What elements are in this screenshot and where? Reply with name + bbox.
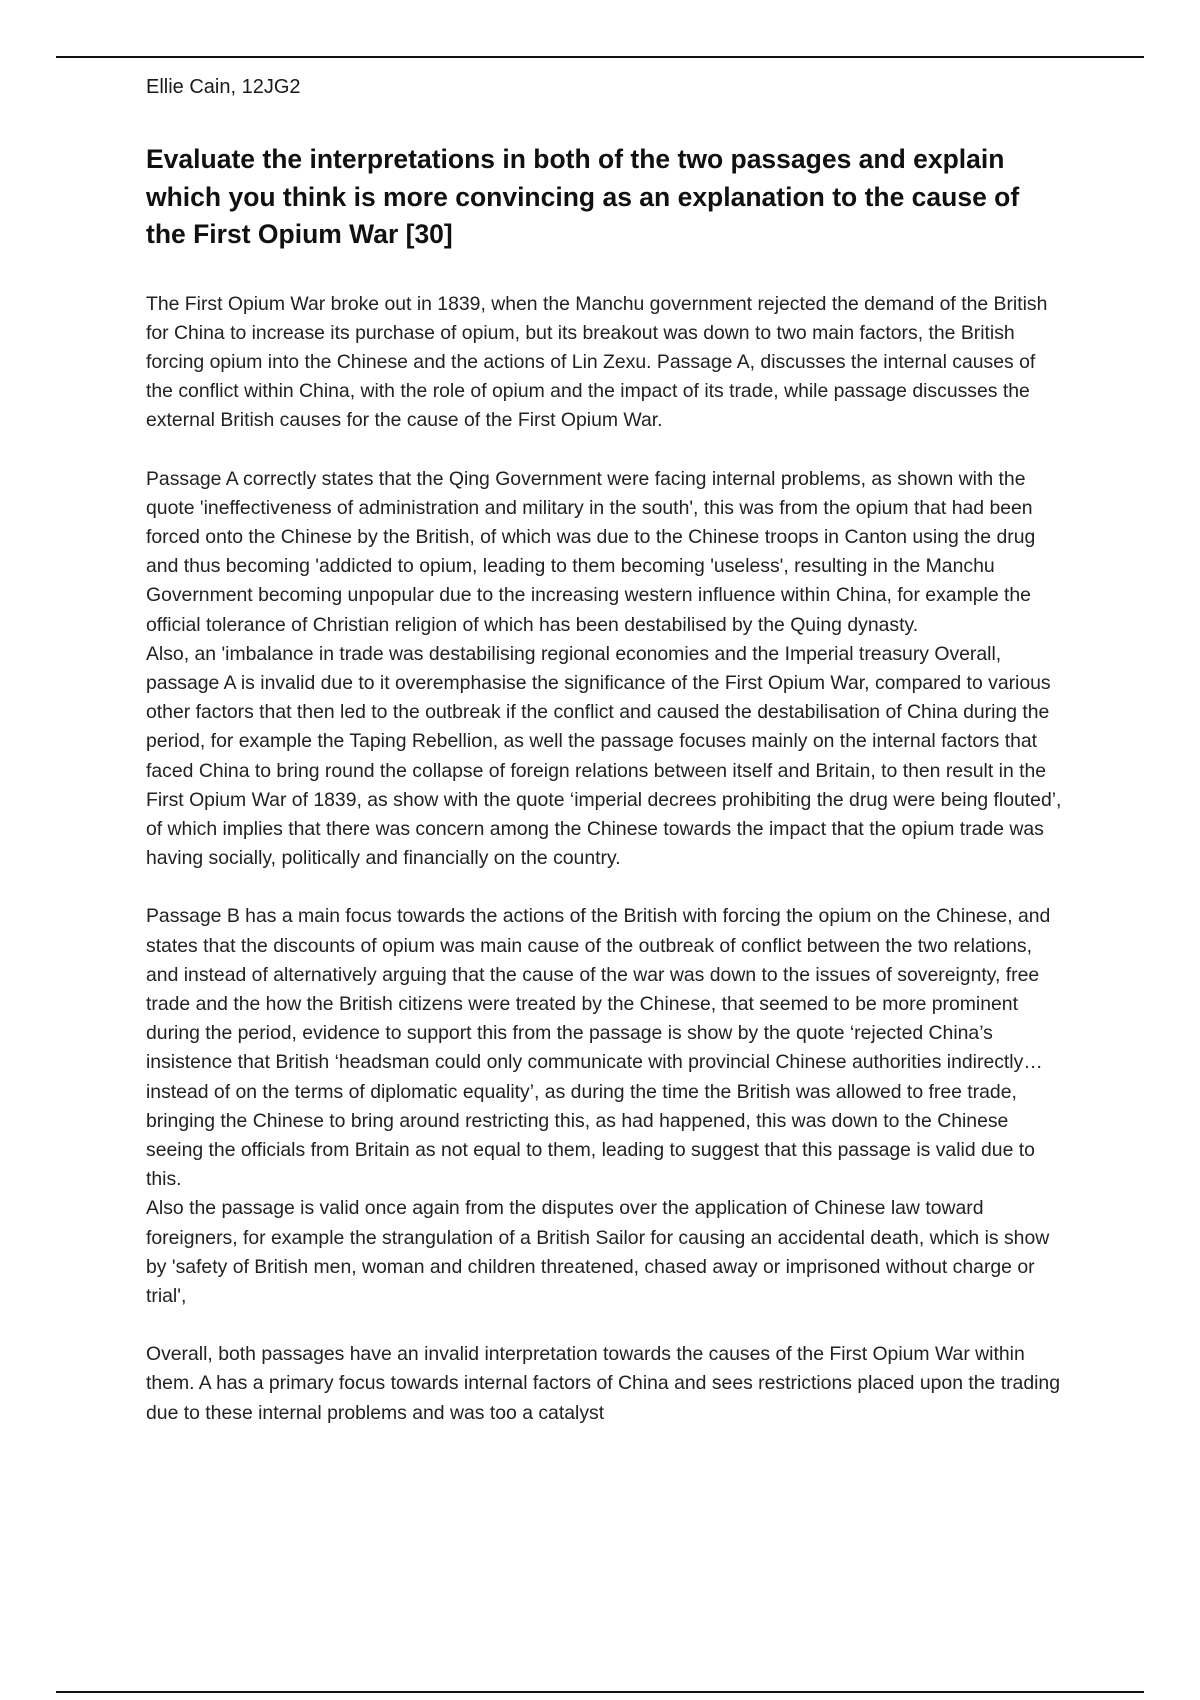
document-body — [146, 73, 1066, 1428]
paragraph-introduction: The First Opium War broke out in 1839, when the Manchu government rejected the demand of the British for China to increase its purchase of opium, but its breakout was down to two main factors, the British forcing opium into the Chinese and the actions of Lin Zexu. Passage A, discusses the internal causes of the conflict within China, with the role of opium and the impact of its trade, while passage discusses the external British causes for the cause of the First Opium War. — [146, 292, 1048, 432]
essay-question-title: Evaluate the interpretations in both of the two passages and explain which you think is more convincing as an explanation to the cause of the First Opium War [30] — [146, 144, 1020, 249]
paragraph-passage-a-continued: Also, an 'imbalance in trade was destabilising regional economies and the Imperial treasury Overall, passage A is invalid due to it overemphasise the significance of the First Opium War, compared to various other factors that then led to the outbreak if the conflict and caused the destabilisation of China during the period, for example the Taping Rebellion, as well the passage focuses mainly on the internal factors that faced China to bring round the collapse of foreign relations between itself and Britain, to then result in the First Opium War of 1839, as show with the quote ‘imperial decrees prohibiting the drug were being flouted’, of which implies that there was concern among the Chinese towards the impact that the opium trade was having socially, politically and financially on the country. — [146, 642, 1062, 870]
top-rule — [56, 56, 1144, 58]
paragraph-passage-b: Passage B has a main focus towards the actions of the British with forcing the opium on the Chinese, and states that the discounts of opium was main cause of the outbreak of conflict between the two relations, and instead of alternatively arguing that the cause of the war was down to the issues of sovereignty, free trade and the how the British citizens were treated by the Chinese, that seemed to be more prominent during the period, evidence to support this from the passage is show by the quote ‘rejected China’s insistence that British ‘headsman could only communicate with provincial Chinese authorities indirectly… instead of on the terms of diplomatic equality’, as during the time the British was allowed to free trade, bringing the Chinese to bring around restricting this, as had happened, this was down to the Chinese seeing the officials from Britain as not equal to them, leading to suggest that this passage is valid due to this. — [146, 905, 1051, 1191]
paragraph-passage-b-continued: Also the passage is valid once again from the disputes over the application of Chinese law toward foreigners, for example the strangulation of a British Sailor for causing an accidental death, which is show by 'safety of British men, woman and children threatened, chased away or imprisoned without charge or trial', — [146, 1197, 1050, 1307]
paragraph-conclusion: Overall, both passages have an invalid interpretation towards the causes of the First Opium War within them. A has a primary focus towards internal factors of China and sees restrictions placed upon the trading due to these internal problems and was too a catalyst — [146, 1343, 1061, 1424]
bottom-rule — [56, 1691, 1144, 1693]
paragraph-passage-a: Passage A correctly states that the Qing Government were facing internal problems, as shown with the quote 'ineffectiveness of administration and military in the south', this was from the opium that had been forced onto the Chinese by the British, of which was due to the Chinese troops in Canton using the drug and thus becoming 'addicted to opium, leading to them becoming 'useless', resulting in the Manchu Government becoming unpopular due to the increasing western influence within China, for example the official tolerance of Christian religion of which has been destabilised by the Quing dynasty. — [146, 467, 1036, 636]
author-line: Ellie Cain, 12JG2 — [146, 76, 301, 98]
